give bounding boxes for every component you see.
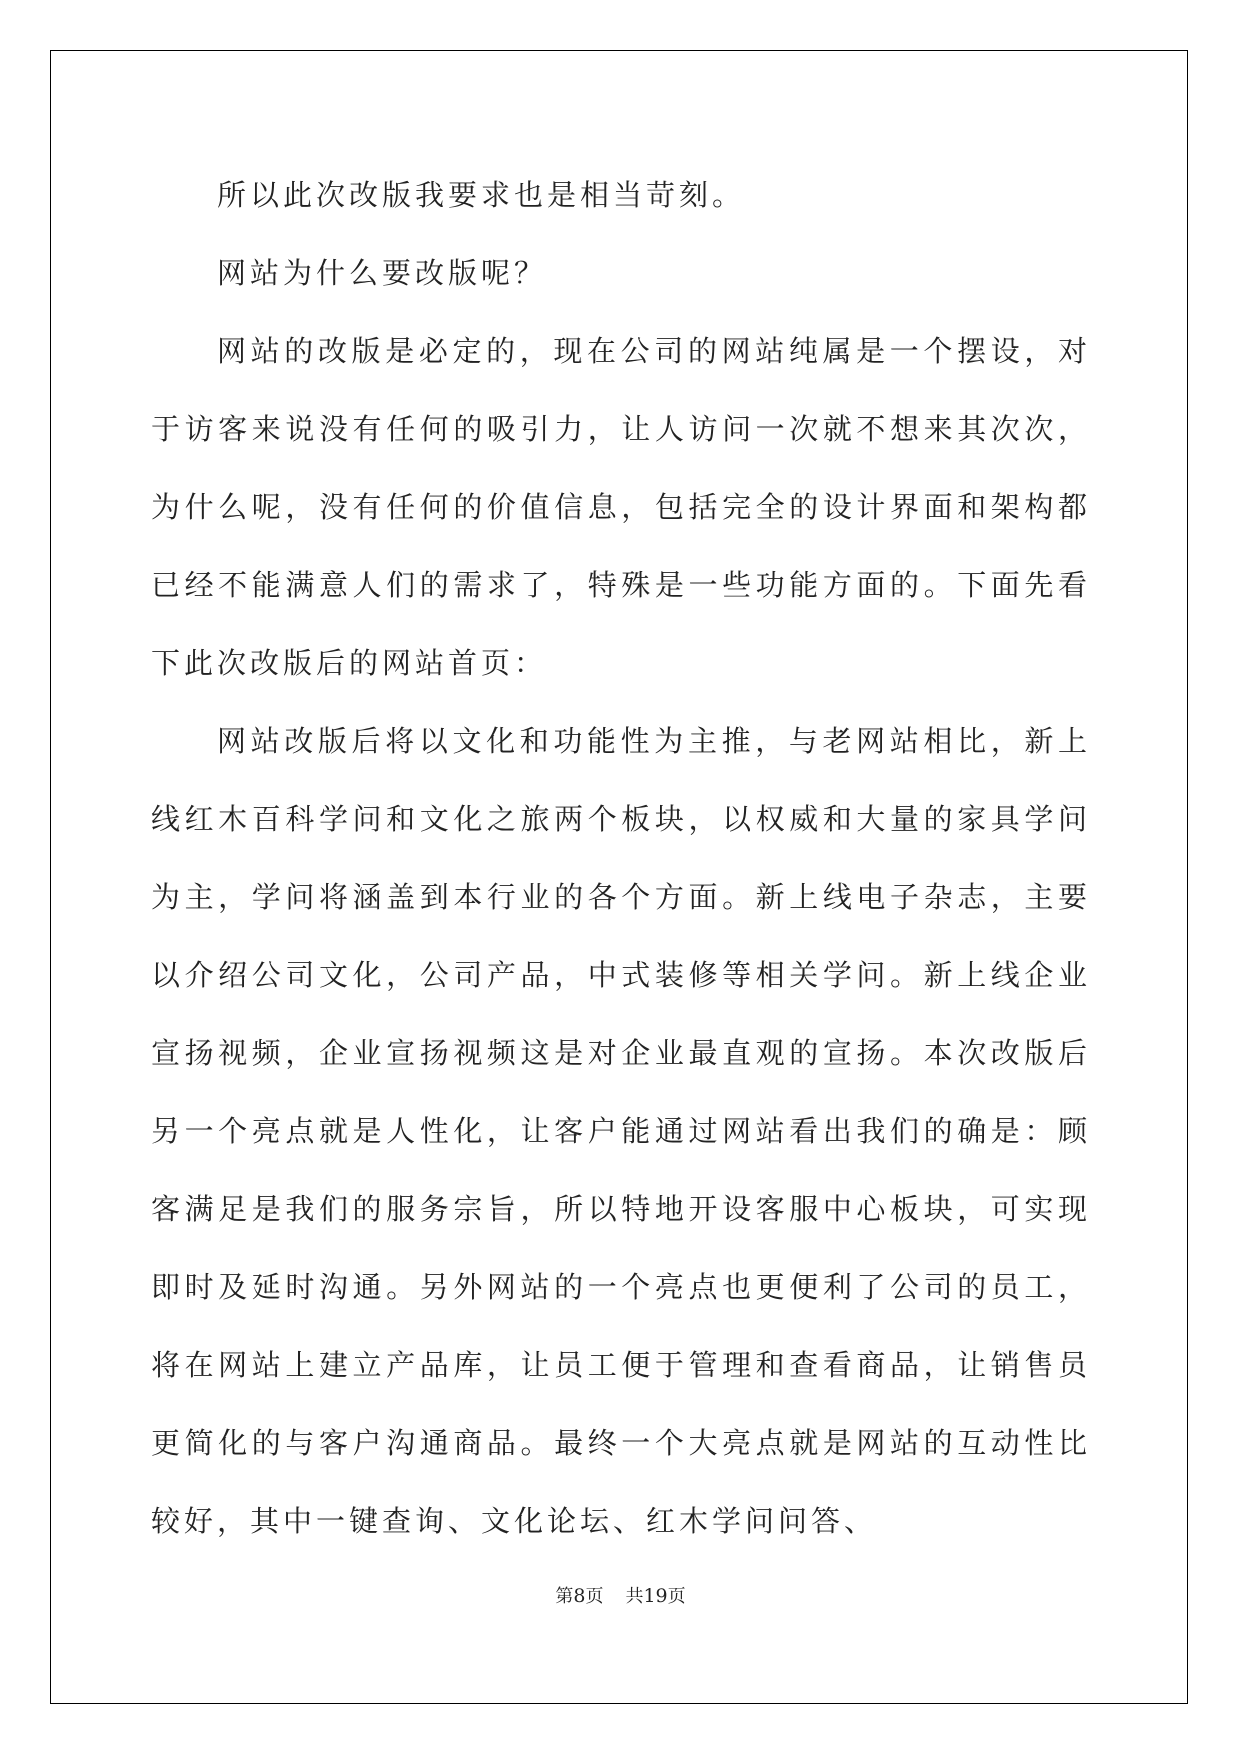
total-prefix: 共 [625, 1586, 644, 1607]
page-prefix: 第 [555, 1586, 574, 1607]
total-pages: 19 [643, 1585, 668, 1607]
paragraph-2: 网站为什么要改版呢？ [217, 256, 548, 290]
total-suffix: 页 [667, 1586, 686, 1607]
paragraph-1: 所以此次改版我要求也是相当苛刻。 [217, 178, 746, 212]
paragraph-3: 网站的改版是必定的，现在公司的网站纯属是一个摆设，对于访客来说没有任何的吸引力，让人访问一次就不想来其次次，为什么呢，没有任何的价值信息，包括完全的设计界面和架构都已经不能满意人们的需求了，特殊是一些功能方面的。下面先看下此次改版后的网站首页： [151, 334, 1091, 680]
page-number: 8 [573, 1585, 586, 1607]
page-footer [0, 1582, 1241, 1608]
paragraph-4: 网站改版后将以文化和功能性为主推，与老网站相比，新上线红木百科学问和文化之旅两个板块，以权威和大量的家具学问为主，学问将涵盖到本行业的各个方面。新上线电子杂志，主要以介绍公司文化，公司产品，中式装修等相关学问。新上线企业宣扬视频，企业宣扬视频这是对企业最直观的宣扬。本次改版后另一个亮点就是人性化，让客户能通过网站看出我们的确是：顾客满足是我们的服务宗旨，所以特地开设客服中心板块，可实现即时及延时沟通。另外网站的一个亮点也更便利了公司的员工，将在网站上建立产品库，让员工便于管理和查看商品，让销售员更简化的与客户沟通商品。最终一个大亮点就是网站的互动性比较好，其中一键查询、文化论坛、红木学问问答、 [151, 724, 1091, 1538]
document-body [151, 156, 1091, 1560]
page-suffix: 页 [585, 1586, 604, 1607]
